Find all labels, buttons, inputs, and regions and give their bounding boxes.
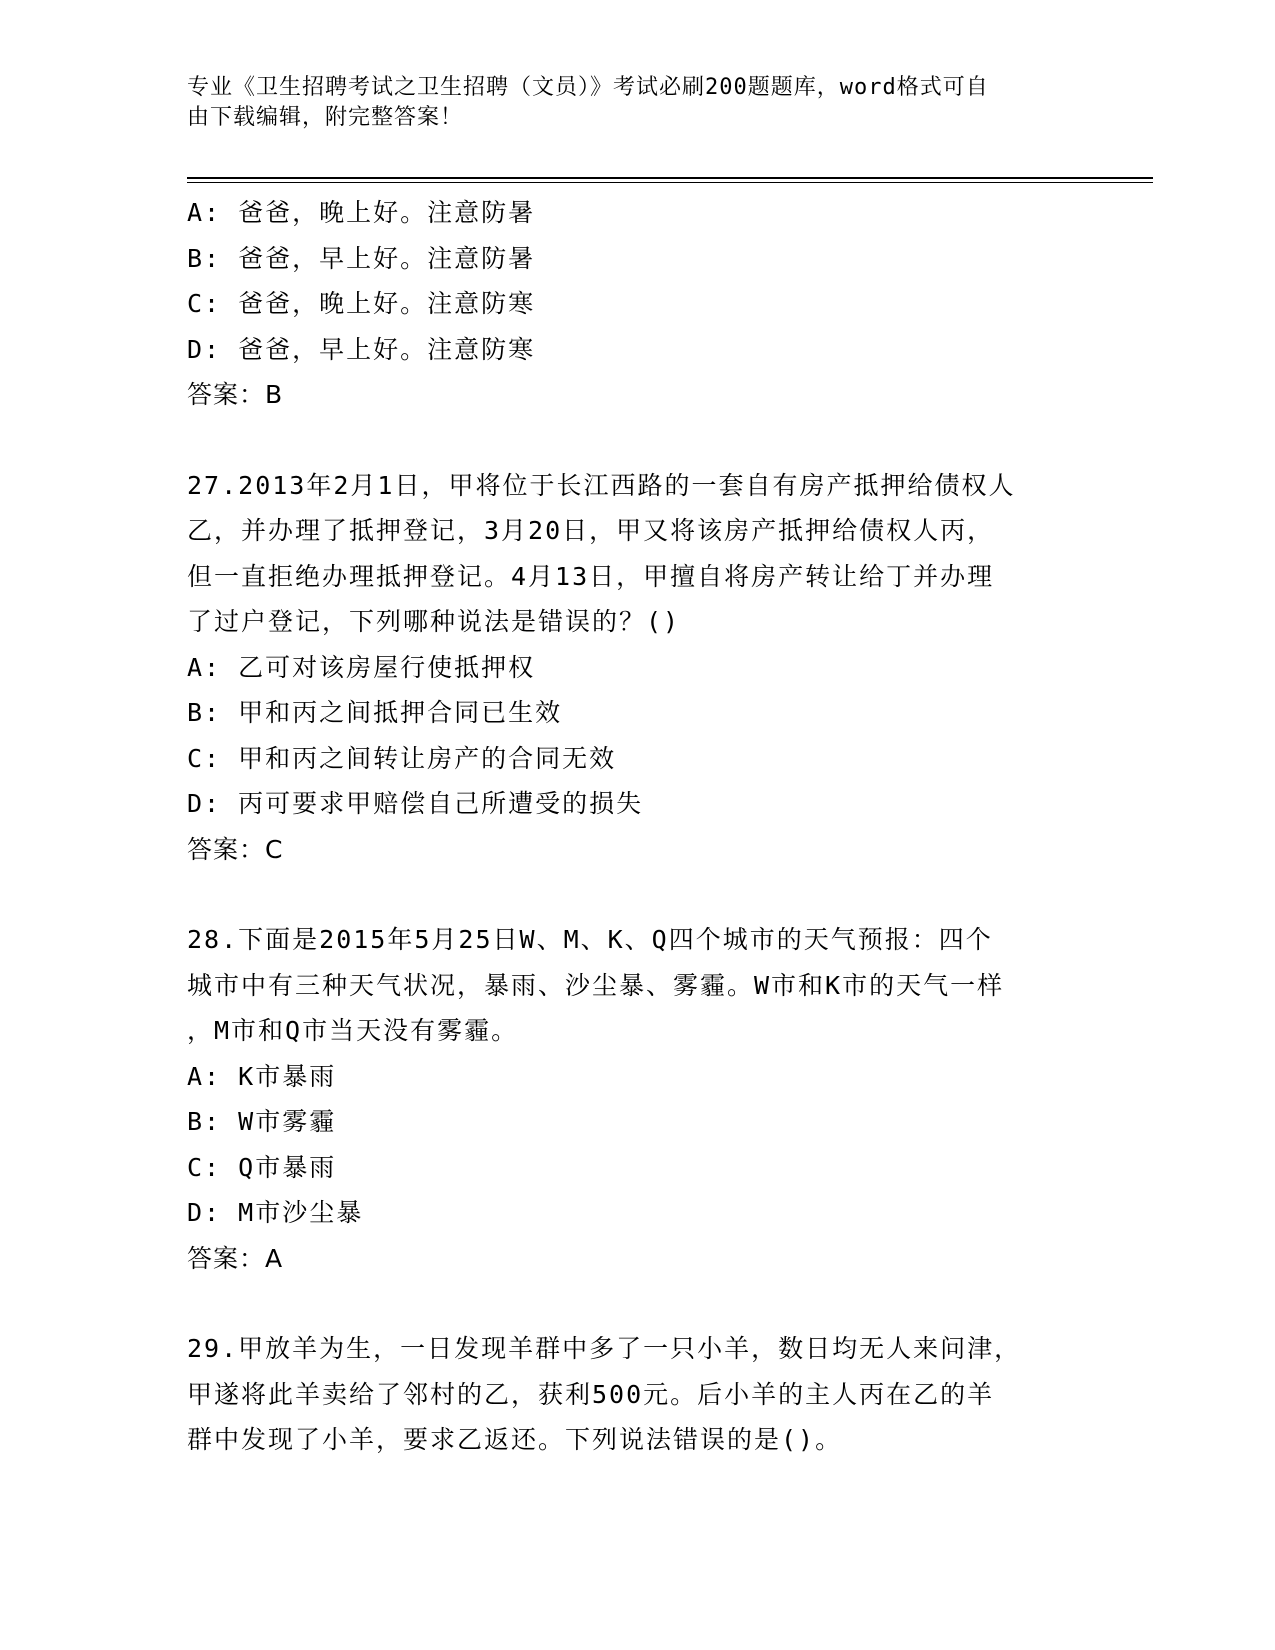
question-28-text-line-1: 28.下面是2015年5月25日W、M、K、Q四个城市的天气预报：四个 — [187, 925, 993, 954]
header-divider-thin — [187, 182, 1153, 183]
option-a: A: 爸爸，晚上好。注意防暑 — [187, 198, 536, 227]
question-27-text-line-2: 乙，并办理了抵押登记，3月20日，甲又将该房产抵押给债权人丙， — [187, 516, 995, 545]
option-a: A: K市暴雨 — [187, 1061, 337, 1091]
spacer — [187, 418, 1087, 463]
answer-label: 答案：A — [187, 1243, 284, 1273]
spacer — [187, 872, 1087, 917]
document-header — [187, 73, 1067, 133]
header-title-line-1: 专业《卫生招聘考试之卫生招聘（文员）》考试必刷200题题库，word格式可自 — [187, 75, 989, 100]
question-26-block — [187, 190, 1087, 418]
option-d: D: M市沙尘暴 — [187, 1198, 364, 1227]
question-29-text-line-3: 群中发现了小羊，要求乙返还。下列说法错误的是()。 — [187, 1425, 843, 1454]
option-c: C: 甲和丙之间转让房产的合同无效 — [187, 743, 617, 773]
question-28-text-line-2: 城市中有三种天气状况，暴雨、沙尘暴、雾霾。W市和K市的天气一样 — [187, 970, 1005, 1000]
option-b: B: W市雾霾 — [187, 1107, 337, 1136]
question-29-block — [187, 1326, 1087, 1463]
header-title-line-2: 由下载编辑，附完整答案！ — [187, 105, 464, 130]
question-29-text-line-2: 甲遂将此羊卖给了邻村的乙，获利500元。后小羊的主人丙在乙的羊 — [187, 1379, 995, 1409]
option-a: A: 乙可对该房屋行使抵押权 — [187, 652, 536, 682]
option-b: B: 甲和丙之间抵押合同已生效 — [187, 698, 563, 727]
spacer — [187, 1281, 1087, 1326]
option-d: D: 丙可要求甲赔偿自己所遭受的损失 — [187, 789, 644, 818]
option-b: B: 爸爸，早上好。注意防暑 — [187, 243, 536, 273]
question-29-text-line-1: 29.甲放羊为生，一日发现羊群中多了一只小羊，数日均无人来问津， — [187, 1334, 1022, 1363]
question-27-text-line-4: 了过户登记，下列哪种说法是错误的？() — [187, 607, 681, 636]
header-divider-thick — [187, 177, 1153, 179]
answer-label: 答案：C — [187, 834, 284, 864]
option-d: D: 爸爸，早上好。注意防寒 — [187, 334, 536, 364]
option-c: C: 爸爸，晚上好。注意防寒 — [187, 289, 536, 318]
question-27-block — [187, 463, 1087, 873]
question-28-block — [187, 917, 1087, 1281]
document-body — [187, 190, 1087, 1463]
question-28-text-line-3: ，M市和Q市当天没有雾霾。 — [187, 1016, 519, 1045]
question-27-text-line-3: 但一直拒绝办理抵押登记。4月13日，甲擅自将房产转让给丁并办理 — [187, 561, 995, 591]
answer-label: 答案：B — [187, 380, 284, 409]
question-27-text-line-1: 27.2013年2月1日，甲将位于长江西路的一套自有房产抵押给债权人 — [187, 470, 1016, 500]
option-c: C: Q市暴雨 — [187, 1152, 337, 1182]
